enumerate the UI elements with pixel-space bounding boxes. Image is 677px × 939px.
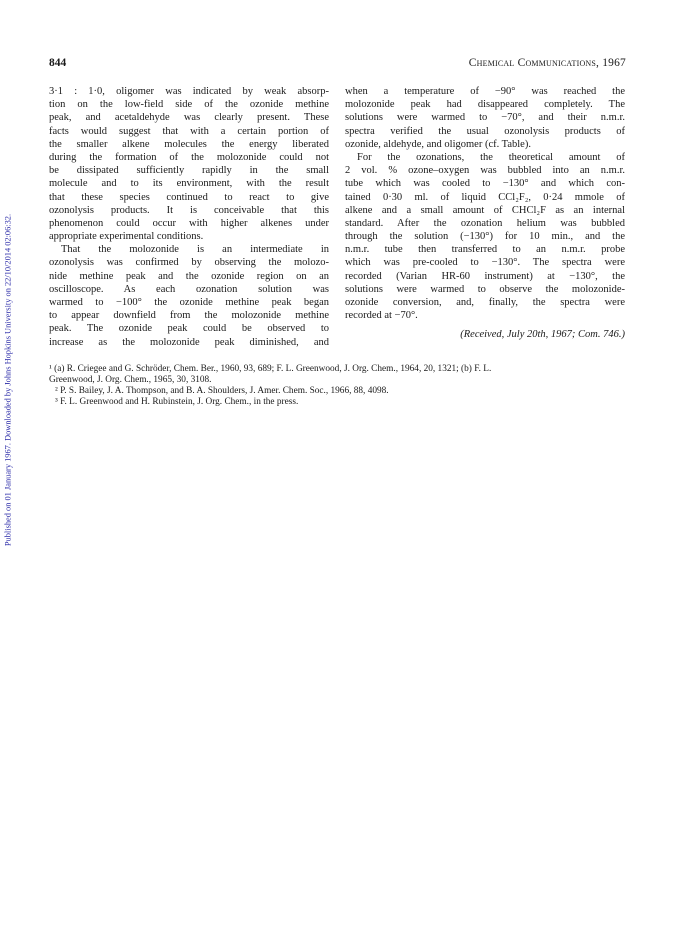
reference-item: ¹ (a) R. Criegee and G. Schröder, Chem. Ber., 1960, 93, 689; F. L. Greenwood, J. Org. Chem., 1964, 20, 1321; (b) F. L.	[49, 364, 492, 374]
right-column	[345, 85, 625, 342]
text-line: during the formation of the molozonide could not	[49, 151, 329, 163]
text-line: be dissipated sufficiently rapidly in the small	[49, 165, 329, 177]
text-line: alkene and a small amount of CHCl₂F as an internal	[345, 204, 625, 216]
download-watermark-text: Published on 01 January 1967. Downloaded by Johns Hopkins University on 22/10/2014 02:06:32.	[3, 213, 13, 547]
text-line: ozonide conversion, and, finally, the spectra were	[345, 297, 625, 308]
journal-title: Chemical Communications, 1967	[468, 57, 626, 69]
text-line: oscilloscope. As each ozonation solution was	[49, 283, 329, 295]
text-line: appropriate experimental conditions.	[49, 231, 204, 243]
page-number: 844	[49, 57, 67, 69]
text-line: warmed to −100° the ozonide methine peak began	[49, 297, 329, 308]
text-line: solutions were warmed to observe the molozonide-	[345, 283, 625, 295]
text-line: standard. After the ozonation helium was bubbled	[345, 217, 625, 229]
text-line: tube which was cooled to −130° and which con-	[345, 178, 625, 190]
text-line: that these species continued to react to give	[49, 191, 329, 203]
text-line: peak, and acetaldehyde was clearly present. These	[49, 112, 329, 124]
text-line: n.m.r. tube then transferred to an n.m.r. probe	[345, 244, 625, 256]
text-line: For the ozonations, the theoretical amount of	[357, 151, 625, 163]
reference-item: ³ F. L. Greenwood and H. Rubinstein, J. Org. Chem., in the press.	[55, 397, 299, 407]
text-line: the smaller alkene molecules the energy liberated	[49, 138, 329, 150]
text-line: recorded (Varian HR-60 instrument) at −130°, the	[345, 270, 625, 282]
text-line: peak. The ozonide peak could be observed to	[49, 323, 329, 335]
text-line: 2 vol. % ozone–oxygen was bubbled into an n.m.r.	[345, 165, 625, 177]
text-line: increase as the molozonide peak diminished, and	[49, 336, 329, 348]
text-line: ozonolysis was confirmed by observing the molozo-	[49, 257, 329, 269]
text-line: nide methine peak and the ozonide region on an	[49, 270, 329, 282]
text-line: which was pre-cooled to −130°. The spectra were	[345, 257, 625, 269]
reference-item: ² P. S. Bailey, J. A. Thompson, and B. A. Shoulders, J. Amer. Chem. Soc., 1966, 88, 4098.	[55, 386, 389, 396]
text-line: molecule and to its environment, with the result	[49, 178, 329, 190]
text-line: recorded at −70°.	[345, 310, 418, 322]
text-line: through the solution (−130°) for 10 min., and the	[345, 231, 625, 243]
text-line: when a temperature of −90° was reached the	[345, 86, 625, 97]
text-line: solutions were warmed to −70°, and their n.m.r.	[345, 112, 625, 124]
text-line: to appear downfield from the molozonide methine	[49, 310, 329, 322]
text-line: molozonide peak had disappeared completely. The	[345, 99, 625, 111]
text-line: ozonide, aldehyde, and oligomer (cf. Table).	[345, 138, 531, 150]
reference-item: Greenwood, J. Org. Chem., 1965, 30, 3108.	[49, 375, 212, 385]
text-line: That the molozonide is an intermediate in	[61, 244, 329, 256]
text-line: spectra verified the usual ozonolysis products of	[345, 125, 625, 137]
page-header	[49, 57, 626, 71]
text-line: ozonolysis products. It is conceivable that this	[49, 204, 329, 216]
download-watermark	[0, 150, 16, 610]
received-date: (Received, July 20th, 1967; Com. 746.)	[460, 329, 625, 341]
left-column	[49, 85, 329, 349]
text-line: phenomenon could occur with higher alkenes under	[49, 217, 329, 229]
text-line: 3·1 : 1·0, oligomer was indicated by weak absorp-	[49, 86, 329, 97]
references-list	[49, 364, 629, 408]
text-line: facts would suggest that with a certain portion of	[49, 125, 329, 137]
text-line: tained 0·30 ml. of liquid CCl₂F₂, 0·24 mmole of	[345, 191, 625, 203]
text-line: tion on the low-field side of the ozonide methine	[49, 99, 329, 111]
